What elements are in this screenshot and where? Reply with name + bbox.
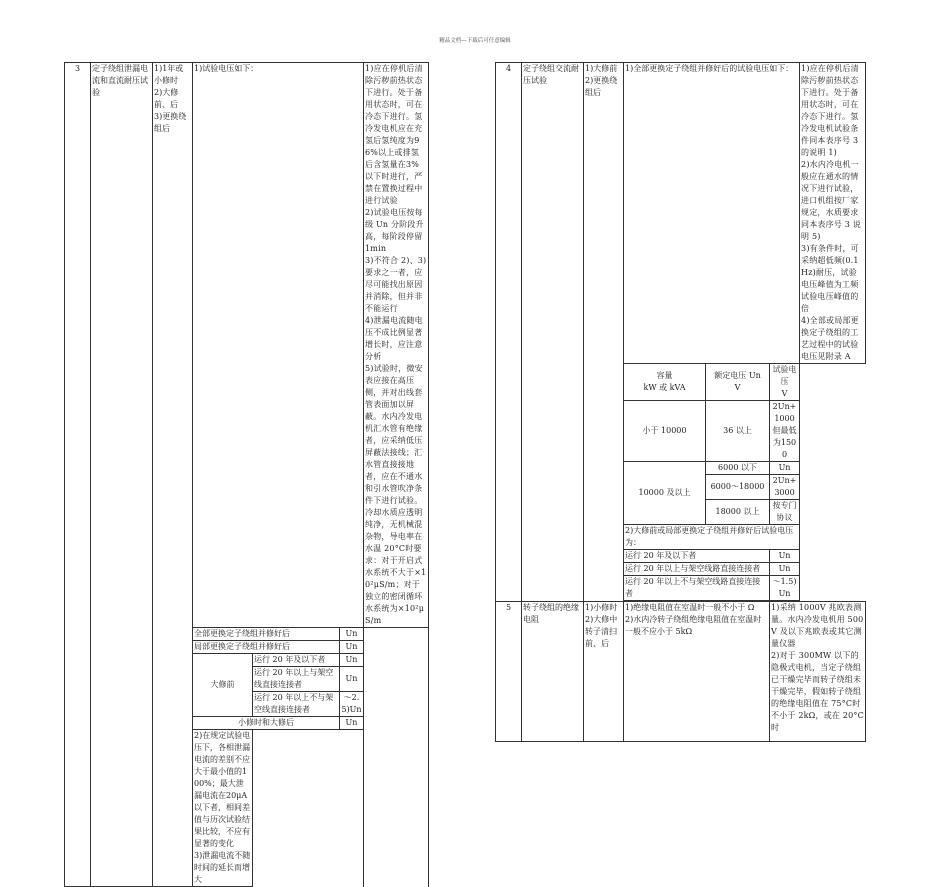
requirement-text: 1)绝缘电阻值在室温时一般不小于 Ω 2)水内冷转子绕组绝缘电阻值在室温时一般不应小于 5kΩ [624,601,770,741]
row-label: 运行 20 年及以下者 [624,550,770,563]
row-value: ～2.5)Un [340,692,364,717]
test-cycle: 1)小修时 2)大修中转子清扫前、后 [584,601,624,741]
page-header: 精品文档---下载后可任意编辑 [439,38,511,44]
th-test-voltage: 试验电压 V [770,364,800,401]
row-label: 运行 20 年以上与架空线直接连接者 [253,667,340,692]
right-page [495,62,866,742]
row-value: Un [340,717,364,730]
test-cell: 按专门协议 [770,500,800,525]
rated-cell: 6000 以下 [706,462,770,475]
row-value: Un [770,550,800,563]
row-value: Un [340,628,364,641]
row-label: 运行 20 年及以下者 [253,654,340,667]
item-no: 4 [496,63,522,602]
th-capacity: 容量 kW 或 kVA [624,364,706,401]
item-no: 5 [496,601,522,741]
right-test-table-item5 [495,601,866,742]
notes-text: 1)采纳 1000V 兆欧表测量。水内冷发电机用 500V 及以下兆欧表或其它测量仪器 2)对于 300MW 以下的隐极式电机，当定子绕组已干燥完毕而转子绕组未干燥完毕，假如转子绕组的绝缘电阻值在 75°C时不小于 2kΩ，或在 20°C时 [770,601,866,741]
row-value: Un [770,563,800,576]
item-no: 3 [65,63,91,887]
row-value: ～1.5)Un [770,576,800,601]
test-cell: 2Un+3000 [770,475,800,500]
item-name: 转子绕组的绝缘电阻 [522,601,584,741]
th-rated-voltage: 额定电压 Un V [706,364,770,401]
test-cycle: 1)1年或小修时 2)大修前、后 3)更换绕组后 [153,63,193,887]
capacity-cell: 10000 及以上 [624,462,706,525]
test-cycle: 1)大修前 2)更换绕组后 [584,63,624,602]
rated-cell: 18000 以上 [706,500,770,525]
row-label: 运行 20 年以上与架空线路直接连接者 [624,563,770,576]
test-cell: 2Un+1000 但最低为1500 [770,401,800,462]
daxiu-label: 大修前 [193,654,253,717]
row-label: 局部更换定子绕组并修好后 [193,641,340,654]
row-label: 小修时和大修后 [193,717,340,730]
rated-cell: 36 以上 [706,401,770,462]
row-value: Un [340,641,364,654]
requirement-text: 2)在规定试验电压下，各相泄漏电流的差别不应大于最小值的100%；最大泄漏电流在20μA以下者，相间差值与历次试验结果比较，不应有显著的变化 3)泄漏电流不随时间的延长而增大 [193,730,253,887]
row-label: 全部更换定子绕组并修好后 [193,628,340,641]
row-label: 运行 20 年以上不与架空线路直接连接者 [624,576,770,601]
capacity-cell: 小于 10000 [624,401,706,462]
left-page [64,62,429,887]
requirement-title: 1)全部更换定子绕组并修好后的试验电压如下： [624,63,800,364]
row-label: 运行 20 年以上不与架空线直接连接者 [253,692,340,717]
notes-text: 1)应在停机后清除污秽前热状态下进行。处于备用状态时，可在冷态下进行。氢冷发电机应在充氢后氢纯度为96%以上或排氢后含氢量在3%以下时进行，严禁在置换过程中进行试验 2)试验电压按每级 Un 分阶段升高，每阶段停留 1min 3)不符合 2)、3)要求之一者，应尽可能找出原因并消除，但并非不能运行 4)泄漏电流随电压不成比例显著增长时，应注意分析 5)试验时，微安表应接在高压侧，并对出线套管表面加以屏蔽。水内冷发电机汇水管有绝缘者，应采纳低压屏蔽法接线；汇水管直接接地者，应在不通水和引水管吹净条件下进行试验。冷却水质应透明纯净，无机械混杂物，导电率在水温 20°C时要求：对于开启式水系统不大于×10²μS/m；对于独立的密闭循环水系统为×10²μS/m [364,63,429,628]
rated-cell: 6000～18000 [706,475,770,500]
requirement-title: 2)大修前或局部更换定子绕组并修好后试验电压为： [624,525,800,550]
item-name: 定子绕组交流耐压试验 [522,63,584,602]
right-test-table [495,62,866,602]
test-cell: Un [770,462,800,475]
requirement-title: 1)试验电压如下： [193,63,364,628]
notes-text: 1)应在停机后清除污秽前热状态下进行。处于备用状态时，可在冷态下进行。氢冷发电机试验条件同本表序号 3 的说明 1) 2)水内冷电机一般应在通水的情况下进行试验，进口机组按厂家规定，水质要求同本表序号 3 说明 5) 3)有条件时，可采纳超低频(0.1Hz)耐压，试验电压峰值为工频试验电压峰值的倍 4)全部或局部更换定子绕组的工艺过程中的试验电压见附录 A [800,63,866,364]
row-value: Un [340,654,364,667]
item-name: 定子绕组泄漏电流和直流耐压试验 [91,63,153,887]
left-test-table [64,62,429,887]
row-value: Un [340,667,364,692]
